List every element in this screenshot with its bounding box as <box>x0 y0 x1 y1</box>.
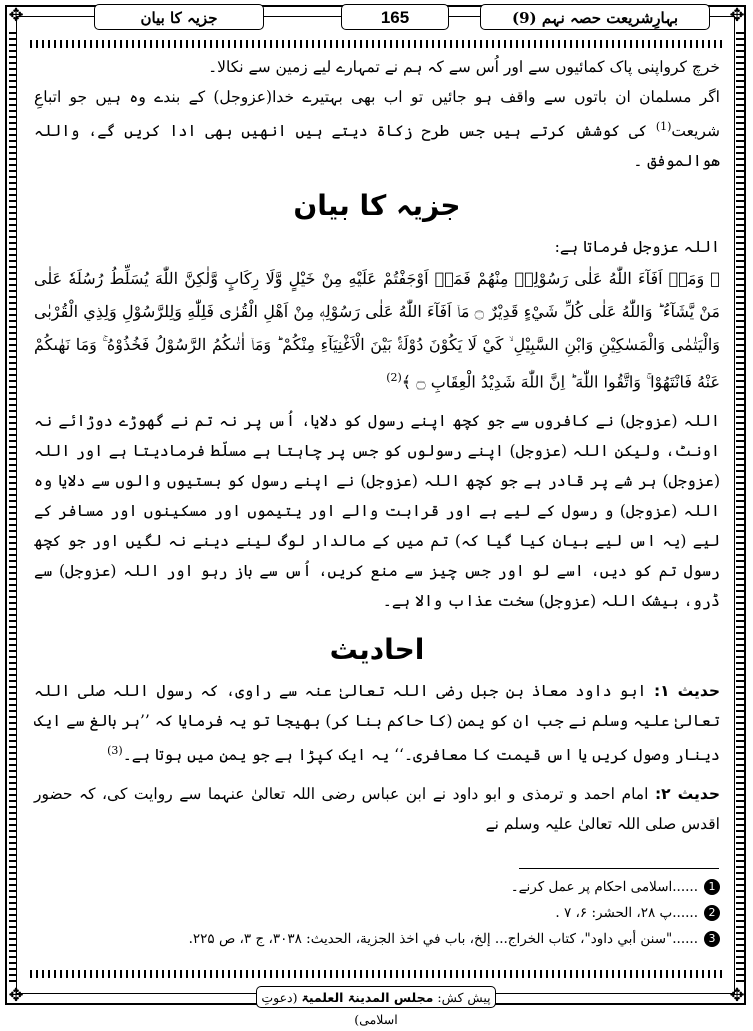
section-heading-ahadith: احادیث <box>329 633 425 667</box>
footnote-item: 3 ......"سنن أبي داود"، كتاب الخراج... إلخ، باب في اخذ الجزية، الحديث: ۳۰۳۸، ج ۳، ص ۲۲۵. <box>34 926 720 952</box>
hadith-label: حدیث ۲: <box>654 784 720 803</box>
corner-ornament-icon: ✥ <box>729 5 745 26</box>
footnotes <box>34 874 720 952</box>
translation-paragraph: اللہ (عزوجل) نے کافروں سے جو کچھ اپنے رسول کو دلایا، اُس پر نہ تم نے گھوڑے دوڑائے نہ اونٹ، ولیکن اللہ (عزوجل) اپنے رسولوں کو جس پر چاہتا ہے مسلّط فرمادیتا ہے اور اللہ (عزوجل) ہر شے پر قادر ہے جو کچھ اللہ (عزوجل) نے اپنے رسول کو بستیوں والوں سے دلایا وہ اللہ (عزوجل) و رسول کے لیے ہے اور قرابت والے اور یتیموں اور مسکینوں اور مسافر کے لیے (یہ اس لیے بیان کیا گیا کہ) تم میں کے مالدار لوگ لینے دینے نہ لگیں اور جو کچھ رسول تم کو دیں، اسے لو اور جس چیز سے منع کریں، اُس سے باز رہو اور اللہ (عزوجل) سے ڈرو، بیشک اللہ (عزوجل) سخت عذاب والا ہے۔ <box>34 412 720 611</box>
chapter-title: جزیہ کا بیان <box>94 4 264 30</box>
section-heading-jizya: جزیہ کا بیان <box>293 189 461 223</box>
footnote-divider <box>519 868 719 869</box>
footnote-ref: (2) <box>386 371 402 385</box>
allah-says-label: اللہ عزوجل فرماتا ہے: <box>554 238 720 257</box>
intro-paragraph: اگر مسلمان ان باتوں سے واقف ہو جائیں تو اب بھی بہتیرے خدا(عزوجل) کے بندے وہ ہیں جو اتباعِ شریعت$^{(1)}$ کی کوشش کرتے ہیں جس طرح زکاۃ دیتے ہیں انھیں بھی ادا کریں گے، واللہ ھوالموفق ۔ <box>34 88 720 171</box>
footer-presenter: پیش کش: <box>437 990 491 1005</box>
hadith-1: حدیث ۱: ابو داود معاذ بن جبل رضی اللہ تعالیٰ عنہ سے راوی، کہ رسول اللہ صلی اللہ تعالیٰ علیہ وسلم نے جب ان کو یمن (کا حاکم بنا کر) بھیجا تو یہ فرمایا کہ ’’ہر بالغ سے ایک دینار وصول کریں یا اس قیمت کا معافری۔‘‘ یہ ایک کپڑا ہے جو یمن میں ہوتا ہے۔$^{(3)}$ <box>34 682 720 765</box>
page-content <box>34 52 720 839</box>
intro-line: خرچ کرواپنی پاک کمائیوں سے اور اُس سے کہ ہم نے تمہارے لیے زمین سے نکالا۔ <box>208 58 720 76</box>
book-title: بہارِشریعت حصہ نہم (9) <box>480 4 710 30</box>
footnote-item: 2 ......پ ۲۸، الحشر: ۶، ۷ . <box>34 900 720 926</box>
page-footer <box>256 986 496 1027</box>
corner-ornament-icon: ✥ <box>8 985 24 1006</box>
hadith-label: حدیث ۱: <box>653 682 720 701</box>
quran-verse: ﴿ وَمَاۤ اَفَآءَ اللّٰهُ عَلٰى رَسُوْلِهٖ مِنْهُمْ فَمَاۤ اَوْجَفْتُمْ عَلَيْهِ مِنْ خَيْلٍ وَّلَا رِكَابٍ وَّلٰكِنَّ اللّٰهَ يُسَلِّطُ رُسُلَهٗ عَلٰى مَنْ يَّشَآءُ ؕ وَاللّٰهُ عَلٰى كُلِّ شَيْءٍ قَدِيْرٌ ۝ مَاۤ اَفَآءَ اللّٰهُ عَلٰى رَسُوْلِهٖ مِنْ اَهْلِ الْقُرٰى فَلِلّٰهِ وَلِلرَّسُوْلِ وَلِذِي الْقُرْبٰى وَالْيَتٰمٰى وَالْمَسٰكِيْنِ وَابْنِ السَّبِيْلِ ۙ كَيْ لَا يَكُوْنَ دُوْلَةًۢ بَيْنَ الْاَغْنِيَآءِ مِنْكُمْ ؕ وَمَاۤ اٰتٰىكُمُ الرَّسُوْلُ فَخُذُوْهُ ۚ وَمَا نَهٰىكُمْ عَنْهُ فَانْتَهُوْا ۚ وَاتَّقُوا اللّٰهَ ؕ اِنَّ اللّٰهَ شَدِيْدُ الْعِقَابِ ۝ ﴾$^{(2)}$ <box>34 269 721 392</box>
corner-ornament-icon: ✥ <box>729 985 745 1006</box>
footer-publisher: مجلس المدینۃ العلمیۃ <box>301 990 434 1005</box>
footer-org: (دعوتِ اسلامی) <box>261 990 398 1027</box>
ornament-right <box>736 30 744 982</box>
footnote-ref: (3) <box>107 744 123 758</box>
footnote-ref: (1) <box>655 120 672 133</box>
corner-ornament-icon: ✥ <box>8 5 24 26</box>
footnote-item: 1 ......اسلامی احکام پر عمل کرنے۔ <box>34 874 720 900</box>
hadith-2: حدیث ۲: امام احمد و ترمذی و ابو داود نے ابن عباس رضی اللہ تعالیٰ عنہما سے روایت کی، کہ حضور اقدس صلی اللہ تعالیٰ علیہ وسلم نے <box>34 784 720 833</box>
page-header <box>24 2 728 34</box>
page-number: 165 <box>341 4 449 30</box>
